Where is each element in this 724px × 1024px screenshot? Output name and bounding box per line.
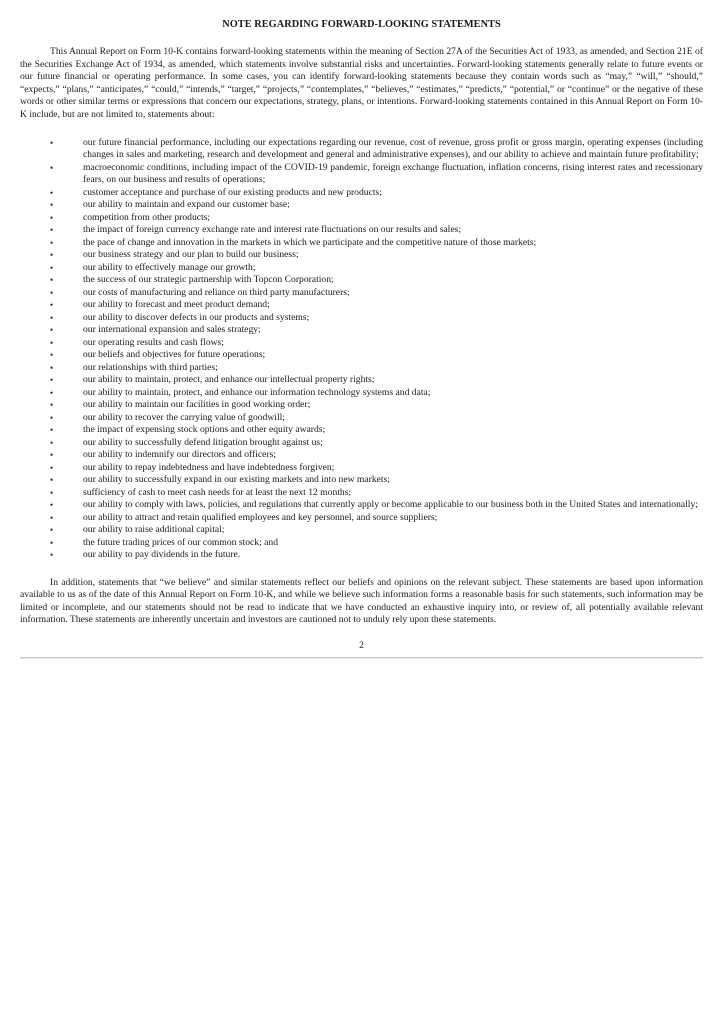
bullet-icon: • [50,250,54,261]
list-item-text: our costs of manufacturing and reliance on third party manufacturers; [83,286,350,298]
list-item [20,212,703,225]
list-item-text: customer acceptance and purchase of our existing products and new products; [83,186,382,198]
list-item-text: our operating results and cash flows; [83,336,224,348]
list-item [20,274,703,287]
bullet-icon: • [50,375,54,386]
list-item [20,137,703,162]
list-item-text: macroeconomic conditions, including impact of the COVID-19 pandemic, foreign exchange fluctuation, inflation concerns, rising interest rates and recessionary fears, on our business and results of operations; [83,161,703,186]
list-item-text: our ability to discover defects in our products and systems; [83,311,310,323]
list-item-text: our beliefs and objectives for future operations; [83,349,266,361]
list-item [20,387,703,400]
bullet-icon: • [50,475,54,486]
list-item [20,399,703,412]
list-item [20,487,703,500]
list-item-text: our ability to repay indebtedness and have indebtedness forgiven; [83,461,335,473]
page-number: 2 [359,639,364,651]
list-item-text: the impact of expensing stock options and other equity awards; [83,424,326,436]
list-item [20,424,703,437]
closing-paragraph: In addition, statements that “we believe” and similar statements reflect our beliefs and opinions on the relevant subject. These statements are based upon information available to us as of the date of this Annual Report on Form 10-K, and while we believe such information forms a reasonable basis for such statements, such information may be limited or incomplete, and our statements should not be read to indicate that we have conducted an exhaustive inquiry into, or review of, all potentially available relevant information. These statements are inherently uncertain and investors are cautioned not to unduly rely upon these statements. [20,576,703,626]
list-item [20,524,703,537]
bullet-icon: • [50,412,54,423]
bullet-icon: • [50,450,54,461]
bullet-icon: • [50,437,54,448]
bullet-icon: • [50,200,54,211]
document-page [20,18,703,659]
list-item-text: our ability to comply with laws, policies, and regulations that currently apply or become applicable to our business both in the United States and internationally; [83,499,698,511]
list-item [20,287,703,300]
list-item [20,537,703,550]
bullet-icon: • [50,225,54,236]
list-item [20,349,703,362]
list-item [20,224,703,237]
bullet-icon: • [50,387,54,398]
list-item-text: our future financial performance, including our expectations regarding our revenue, cost of revenue, gross profit or gross margin, operating expenses (including changes in sales and marketing, research and development and general and administrative expenses), and our ability to achieve and maintain future profitability; [83,136,703,161]
list-item-text: our ability to maintain, protect, and enhance our intellectual property rights; [83,374,375,386]
bullet-icon: • [50,187,54,198]
list-item [20,437,703,450]
bullet-icon: • [50,462,54,473]
bullet-icon: • [50,350,54,361]
bullet-icon: • [50,287,54,298]
intro-paragraph: This Annual Report on Form 10-K contains forward-looking statements within the meaning of Section 27A of the Securities Act of 1933, as amended, and Section 21E of the Securities Exchange Act of 1934, as amended, which statements involve substantial risks and uncertainties. Forward-looking statements generally relate to future events or our future financial or operating performance. In some cases, you can identify forward-looking statements because they contain words such as “may,” “will,” “should,” “expects,” “plans,” “anticipates,” “could,” “intends,” “target,” “projects,” “contemplates,” “believes,” “estimates,” “predicts,” “potential,” or “continue” or the negative of these words or other similar terms or expressions that concern our expectations, strategy, plans, or intentions. Forward-looking statements contained in this Annual Report on Form 10-K include, but are not limited to, statements about: [20,46,703,120]
list-item [20,262,703,275]
list-item [20,337,703,350]
list-item [20,237,703,250]
bullet-icon: • [50,275,54,286]
bullet-icon: • [50,512,54,523]
bullet-icon: • [50,237,54,248]
bullet-icon: • [50,137,54,148]
page-title: NOTE REGARDING FORWARD-LOOKING STATEMENTS [222,19,501,30]
page-divider [20,657,703,659]
bullet-icon: • [50,312,54,323]
list-item [20,162,703,187]
bullet-icon: • [50,337,54,348]
list-item-text: our ability to effectively manage our growth; [83,261,256,273]
list-item-text: sufficiency of cash to meet cash needs for at least the next 12 months; [83,486,352,498]
list-item [20,199,703,212]
bullet-icon: • [50,300,54,311]
bullet-icon: • [50,400,54,411]
list-item-text: our ability to maintain, protect, and enhance our information technology systems and data; [83,386,431,398]
bullet-icon: • [50,162,54,173]
list-item [20,462,703,475]
list-item [20,312,703,325]
list-item-text: our ability to recover the carrying value of goodwill; [83,411,285,423]
list-item [20,374,703,387]
bullet-icon: • [50,325,54,336]
bullet-icon: • [50,537,54,548]
bullet-icon: • [50,525,54,536]
list-item-text: our relationships with third parties; [83,361,218,373]
list-item-text: our international expansion and sales strategy; [83,324,261,336]
bullet-icon: • [50,487,54,498]
bullet-icon: • [50,262,54,273]
list-item-text: our ability to attract and retain qualified employees and key personnel, and source suppliers; [83,511,438,523]
list-item [20,362,703,375]
list-item [20,499,703,512]
list-item [20,187,703,200]
bullet-icon: • [50,212,54,223]
list-item-text: the pace of change and innovation in the markets in which we participate and the competitive nature of those markets; [83,236,537,248]
list-item [20,299,703,312]
bullet-icon: • [50,550,54,561]
list-item-text: our ability to indemnify our directors and officers; [83,449,276,461]
list-item-text: the future trading prices of our common stock; and [83,536,279,548]
list-item [20,512,703,525]
list-item-text: our ability to maintain our facilities in good working order; [83,399,311,411]
list-item-text: our ability to successfully defend litigation brought against us; [83,436,323,448]
list-item [20,474,703,487]
list-item-text: the success of our strategic partnership with Topcon Corporation; [83,274,334,286]
list-item [20,549,703,562]
bullet-icon: • [50,425,54,436]
list-item [20,412,703,425]
forward-looking-statements-list [20,137,703,562]
list-item-text: our ability to successfully expand in our existing markets and into new markets; [83,474,390,486]
list-item [20,249,703,262]
list-item-text: our ability to raise additional capital; [83,524,225,536]
list-item [20,324,703,337]
list-item-text: our business strategy and our plan to build our business; [83,249,299,261]
list-item-text: our ability to pay dividends in the future. [83,549,241,561]
bullet-icon: • [50,500,54,511]
list-item [20,449,703,462]
list-item-text: the impact of foreign currency exchange rate and interest rate fluctuations on our results and sales; [83,224,462,236]
list-item-text: our ability to maintain and expand our customer base; [83,199,290,211]
list-item-text: competition from other products; [83,211,211,223]
list-item-text: our ability to forecast and meet product demand; [83,299,270,311]
bullet-icon: • [50,362,54,373]
